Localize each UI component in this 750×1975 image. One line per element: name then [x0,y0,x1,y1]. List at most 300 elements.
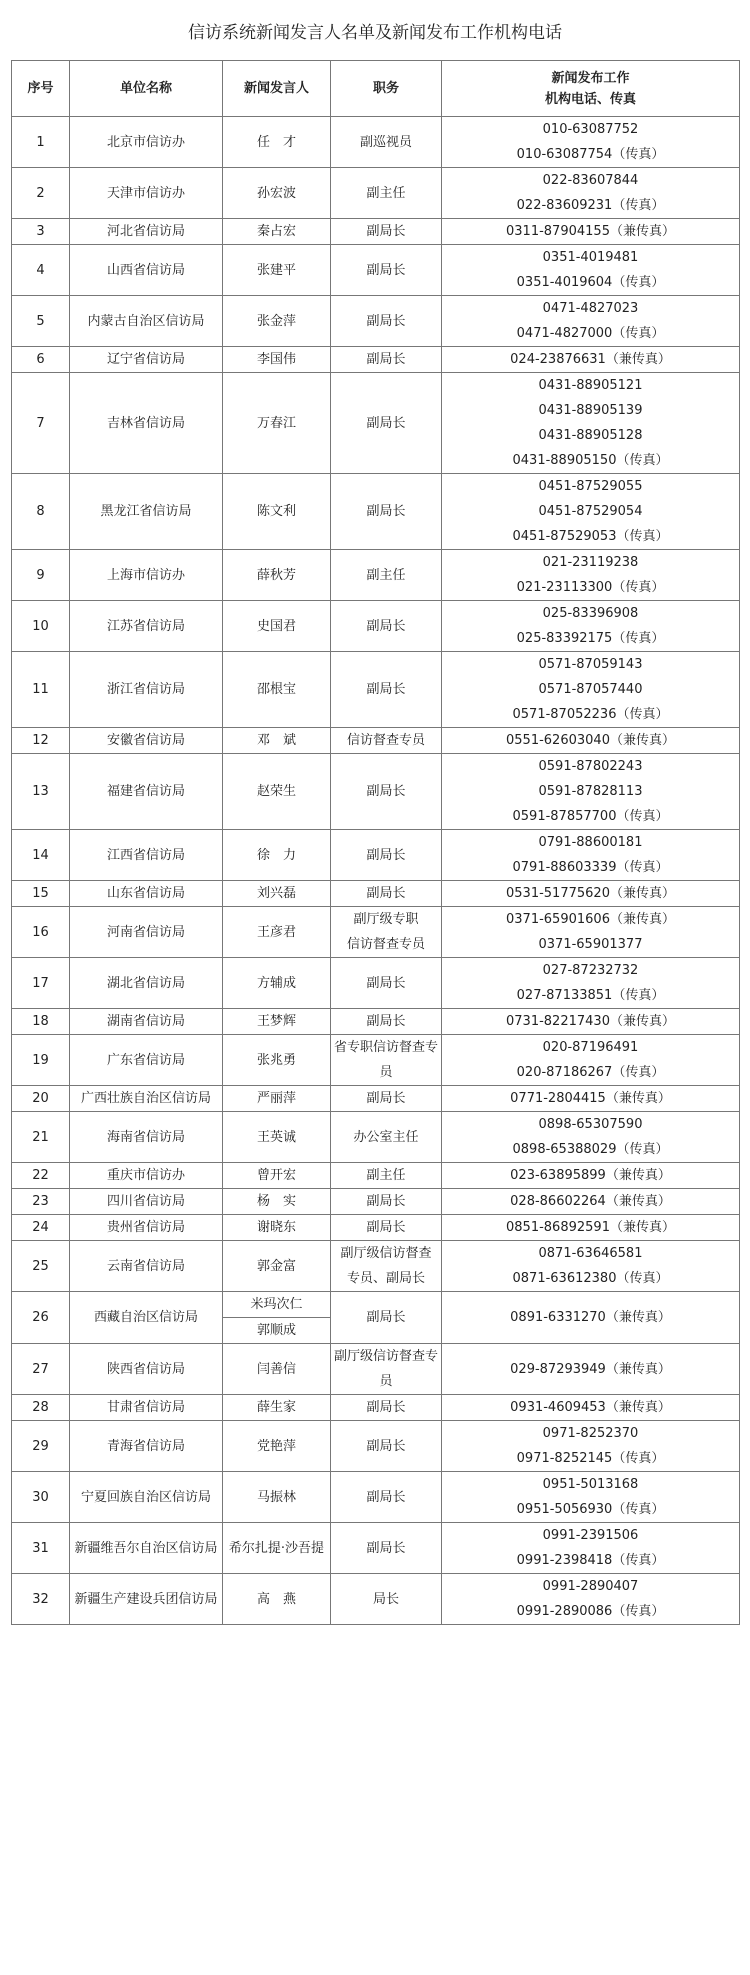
position-line: 副主任 [366,567,406,583]
phone-line: 0431-88905150（传真） [512,453,669,468]
position-line: 副局长 [366,262,406,278]
unit-name: 山西省信访局 [70,245,223,296]
phone-line: 0991-2398418（传真） [516,1553,665,1568]
spokesperson-cell [223,1009,331,1035]
position-cell [331,1009,442,1035]
position-cell [331,245,442,296]
spokesperson-name: 邵根宝 [256,682,296,697]
unit-name: 湖南省信访局 [70,1009,223,1035]
spokesperson-name: 严丽萍 [256,1091,296,1106]
row-number: 24 [12,1215,70,1241]
phone-line: 0371-65901606（兼传真） [506,912,675,927]
table-body [12,117,740,1625]
phone-line: 0371-65901377 [538,937,643,952]
position-line: 副局长 [366,1091,406,1106]
phone-line: 021-23113300（传真） [516,580,665,595]
row-number: 9 [12,550,70,601]
phone-line: 027-87232732 [542,963,639,978]
row-number: 25 [12,1241,70,1292]
unit-name: 安徽省信访局 [70,728,223,754]
position-line: 办公室主任 [353,1129,419,1145]
spokesperson-cell [223,168,331,219]
unit-name: 新疆维吾尔自治区信访局 [70,1523,223,1574]
row-number: 22 [12,1163,70,1189]
row-number: 8 [12,474,70,550]
phone-line: 0731-82217430（兼传真） [506,1014,675,1029]
unit-name: 西藏自治区信访局 [70,1292,223,1344]
phone-line: 010-63087754（传真） [516,147,665,162]
spokesperson-cell [223,550,331,601]
phone-line: 0571-87057440 [538,682,643,697]
position-cell [331,1163,442,1189]
position-cell [331,296,442,347]
position-cell [331,347,442,373]
position-line: 副巡视员 [359,134,412,150]
header-unit: 单位名称 [70,61,223,117]
phone-line: 0471-4827023 [542,301,639,316]
spokesperson-name: 闫善信 [256,1361,296,1377]
phone-line: 0871-63646581 [538,1246,643,1261]
spokesperson-cell [223,1215,331,1241]
table-row [12,117,740,168]
header-contact [442,61,740,117]
table-row [12,958,740,1009]
position-line: 副局长 [366,504,406,519]
table-header-row [12,61,740,117]
spokesperson-name: 王彦君 [256,924,296,940]
spokesperson-cell [223,652,331,728]
phone-line: 0851-86892591（兼传真） [506,1220,675,1235]
spokesperson-cell [223,296,331,347]
position-line: 副厅级信访督查专员 [333,1349,438,1389]
row-number: 29 [12,1421,70,1472]
phone-line: 022-83607844 [542,173,639,188]
spokesperson-cell [223,754,331,830]
position-cell [331,907,442,958]
phone-line: 028-86602264（兼传真） [510,1194,671,1209]
unit-name: 北京市信访办 [70,117,223,168]
phone-line: 0991-2890407 [542,1579,639,1594]
spokesperson-cell [223,958,331,1009]
position-cell [331,1215,442,1241]
row-number: 16 [12,907,70,958]
phone-line: 029-87293949（兼传真） [510,1361,671,1377]
row-number: 7 [12,373,70,474]
phone-cell [442,1086,740,1112]
table-row [12,1292,740,1344]
phone-line: 0431-88905128 [538,428,643,443]
phone-line: 027-87133851（传真） [516,988,665,1003]
phone-line: 0891-6331270（兼传真） [510,1310,671,1325]
spokesperson-cell [223,1574,331,1625]
phone-cell [442,1574,740,1625]
phone-cell [442,1395,740,1421]
position-line: 省专职信访督查专员 [333,1040,438,1080]
spokesperson-cell [223,1241,331,1292]
phone-cell [442,168,740,219]
unit-name: 宁夏回族自治区信访局 [70,1472,223,1523]
table-row [12,728,740,754]
table-row [12,245,740,296]
phone-line: 023-63895899（兼传真） [510,1168,671,1183]
phone-cell [442,907,740,958]
position-cell [331,652,442,728]
position-cell [331,1472,442,1523]
phone-line: 0431-88905121 [538,378,643,393]
table-row [12,1112,740,1163]
unit-name: 天津市信访办 [70,168,223,219]
position-cell [331,1292,442,1344]
header-position: 职务 [331,61,442,117]
position-line: 副局长 [366,1014,406,1029]
position-line: 副局长 [366,1438,406,1454]
row-number: 18 [12,1009,70,1035]
phone-line: 0311-87904155（兼传真） [506,224,675,239]
phone-cell [442,1112,740,1163]
unit-name: 吉林省信访局 [70,373,223,474]
phone-line: 0591-87828113 [538,784,643,799]
table-row [12,168,740,219]
position-cell [331,1395,442,1421]
row-number: 20 [12,1086,70,1112]
unit-name: 内蒙古自治区信访局 [70,296,223,347]
phone-line: 025-83396908 [542,606,639,621]
phone-cell [442,652,740,728]
position-cell [331,881,442,907]
phone-line: 0771-2804415（兼传真） [510,1091,671,1106]
spokesperson-cell [223,219,331,245]
phone-cell [442,347,740,373]
phone-line: 0551-62603040（兼传真） [506,733,675,748]
row-number: 1 [12,117,70,168]
table-row [12,373,740,474]
position-cell [331,168,442,219]
page-title: 信访系统新闻发言人名单及新闻发布工作机构电话 [188,23,562,43]
phone-cell [442,245,740,296]
row-number: 31 [12,1523,70,1574]
spokesperson-name: 郭顺成 [256,1323,296,1338]
position-line: 副局长 [366,1220,406,1235]
phone-cell [442,728,740,754]
spokesperson-cell [223,1086,331,1112]
position-line: 副厅级专职 [353,912,419,927]
position-line: 副局长 [366,784,406,799]
phone-line: 0951-5056930（传真） [516,1502,665,1517]
phone-line: 020-87196491 [542,1040,639,1055]
unit-name: 江西省信访局 [70,830,223,881]
phone-cell [442,296,740,347]
header-contact-line1: 新闻发布工作 [551,70,630,86]
position-cell [331,373,442,474]
position-line: 副局长 [366,1310,406,1325]
unit-name: 甘肃省信访局 [70,1395,223,1421]
row-number: 30 [12,1472,70,1523]
phone-line: 021-23119238 [542,555,639,570]
phone-cell [442,474,740,550]
row-number: 27 [12,1344,70,1395]
table-row [12,754,740,830]
table-row [12,474,740,550]
row-number: 6 [12,347,70,373]
phone-line: 0951-5013168 [542,1477,639,1492]
position-cell [331,474,442,550]
phone-cell [442,1421,740,1472]
phone-line: 0898-65307590 [538,1117,643,1132]
row-number: 4 [12,245,70,296]
position-cell [331,1112,442,1163]
position-cell [331,219,442,245]
position-line: 专员、副局长 [346,1271,425,1286]
position-line: 副局长 [366,1540,406,1556]
spokesperson-name: 希尔扎提·沙吾提 [228,1540,325,1556]
spokesperson-cell [223,728,331,754]
table-row [12,1215,740,1241]
position-cell [331,728,442,754]
position-line: 副局长 [366,1400,406,1415]
unit-name: 山东省信访局 [70,881,223,907]
spokesperson-cell [223,1523,331,1574]
phone-line: 020-87186267（传真） [516,1065,665,1080]
phone-cell [442,754,740,830]
phone-line: 0351-4019481 [542,250,639,265]
table-row [12,1395,740,1421]
spokesperson-cell [223,601,331,652]
header-contact-line2: 机构电话、传真 [544,91,636,107]
table-row [12,1035,740,1086]
phone-line: 0791-88600181 [538,835,643,850]
phone-line: 0451-87529054 [538,504,643,519]
spokesperson-name: 陈文利 [256,504,296,519]
position-cell [331,1421,442,1472]
phone-line: 0931-4609453（兼传真） [510,1400,671,1415]
table-row [12,1574,740,1625]
position-line: 副局长 [366,618,406,634]
unit-name: 河南省信访局 [70,907,223,958]
row-number: 13 [12,754,70,830]
phone-line: 0571-87059143 [538,657,643,672]
phone-line: 0451-87529053（传真） [512,529,669,544]
position-cell [331,1035,442,1086]
spokesperson-cell [223,830,331,881]
row-number: 32 [12,1574,70,1625]
spokesperson-name: 张建平 [256,262,296,278]
phone-line: 025-83392175（传真） [516,631,665,646]
phone-cell [442,1189,740,1215]
row-number: 12 [12,728,70,754]
position-cell [331,1189,442,1215]
spokesperson-cell [223,1292,331,1344]
spokesperson-name: 谢晓东 [256,1220,296,1235]
position-line: 副局长 [366,847,406,863]
row-number: 17 [12,958,70,1009]
table-row [12,347,740,373]
spokesperson-cell [223,1035,331,1086]
spokesperson-name: 万春江 [256,415,296,431]
table-row [12,1472,740,1523]
table-row [12,907,740,958]
phone-cell [442,1009,740,1035]
phone-line: 0971-8252145（传真） [516,1451,665,1466]
phone-cell [442,1241,740,1292]
phone-line: 0898-65388029（传真） [512,1142,669,1157]
table-row [12,1009,740,1035]
unit-name: 湖北省信访局 [70,958,223,1009]
position-cell [331,601,442,652]
position-line: 副局长 [366,224,406,239]
spokesperson-name: 秦占宏 [256,224,296,239]
spokesperson-cell [223,245,331,296]
spokesperson-name: 张金萍 [256,313,296,329]
phone-cell [442,958,740,1009]
position-cell [331,1344,442,1395]
phone-line: 0991-2890086（传真） [516,1604,665,1619]
table-row [12,881,740,907]
spokesperson-name: 王英诚 [256,1129,296,1145]
phone-line: 0991-2391506 [542,1528,639,1543]
unit-name: 云南省信访局 [70,1241,223,1292]
unit-name: 广西壮族自治区信访局 [70,1086,223,1112]
spokesperson-name: 方辅成 [256,975,296,991]
phone-cell [442,1292,740,1344]
spokesperson-name: 孙宏波 [256,185,296,201]
spokesperson-name: 马振林 [256,1489,296,1505]
phone-line: 0791-88603339（传真） [512,860,669,875]
table-row [12,652,740,728]
spokesperson-cell [223,1163,331,1189]
position-cell [331,1086,442,1112]
unit-name: 河北省信访局 [70,219,223,245]
position-line: 副局长 [366,682,406,697]
position-line: 信访督查专员 [346,937,425,952]
phone-line: 022-83609231（传真） [516,198,665,213]
phone-line: 0591-87802243 [538,759,643,774]
spokesperson-cell [223,347,331,373]
unit-name: 新疆生产建设兵团信访局 [70,1574,223,1625]
row-number: 5 [12,296,70,347]
phone-cell [442,550,740,601]
table-row [12,1344,740,1395]
table-row [12,830,740,881]
row-number: 14 [12,830,70,881]
row-number: 19 [12,1035,70,1086]
table-row [12,1086,740,1112]
row-number: 10 [12,601,70,652]
spokesperson-name: 薛生家 [256,1400,296,1415]
table-row [12,1523,740,1574]
row-number: 15 [12,881,70,907]
spokesperson-cell [223,1421,331,1472]
position-line: 副主任 [366,1168,406,1183]
position-line: 副局长 [366,975,406,991]
phone-cell [442,1523,740,1574]
table-row [12,1189,740,1215]
phone-cell [442,219,740,245]
phone-cell [442,373,740,474]
phone-cell [442,117,740,168]
unit-name: 贵州省信访局 [70,1215,223,1241]
spokesperson-name: 徐 力 [256,847,296,863]
spokesperson-cell [223,474,331,550]
spokesperson-cell [223,1344,331,1395]
phone-line: 0971-8252370 [542,1426,639,1441]
spokesperson-name: 杨 实 [256,1194,296,1209]
phone-cell [442,1163,740,1189]
unit-name: 广东省信访局 [70,1035,223,1086]
spokesperson-cell [223,1189,331,1215]
position-cell [331,754,442,830]
phone-line: 0591-87857700（传真） [512,809,669,824]
table-row [12,219,740,245]
unit-name: 青海省信访局 [70,1421,223,1472]
spokesperson-name: 高 燕 [256,1591,296,1607]
header-no: 序号 [12,61,70,117]
spokesperson-name: 张兆勇 [256,1052,296,1068]
phone-cell [442,1344,740,1395]
table-row [12,601,740,652]
table-row [12,1163,740,1189]
phone-line: 0531-51775620（兼传真） [506,886,675,901]
unit-name: 陕西省信访局 [70,1344,223,1395]
phone-cell [442,1035,740,1086]
position-cell [331,1523,442,1574]
phone-cell [442,601,740,652]
spokesperson-name: 王梦辉 [256,1014,296,1029]
spokesperson-cell [223,373,331,474]
table-row [12,1421,740,1472]
position-line: 副局长 [366,415,406,431]
phone-line: 010-63087752 [542,122,639,137]
row-number: 26 [12,1292,70,1344]
spokesperson-cell [223,907,331,958]
table-row [12,550,740,601]
position-line: 副厅级信访督查 [340,1246,432,1261]
spokesperson-name: 党艳萍 [256,1438,296,1454]
spokesperson-name: 曾开宏 [256,1168,296,1183]
phone-cell [442,1215,740,1241]
position-cell [331,1241,442,1292]
phone-line: 0871-63612380（传真） [512,1271,669,1286]
spokesperson-name: 赵荣生 [256,784,296,799]
row-number: 21 [12,1112,70,1163]
phone-line: 0431-88905139 [538,403,643,418]
position-line: 副局长 [366,1489,406,1505]
row-number: 28 [12,1395,70,1421]
spokesperson-name: 米玛次仁 [223,1292,330,1318]
position-line: 局长 [372,1591,399,1607]
spokesperson-name: 李国伟 [256,352,296,367]
unit-name: 辽宁省信访局 [70,347,223,373]
spokesperson-cell [223,1112,331,1163]
position-cell [331,1574,442,1625]
spokesperson-cell [223,117,331,168]
table-row [12,296,740,347]
unit-name: 浙江省信访局 [70,652,223,728]
phone-cell [442,830,740,881]
spokesperson-name: 刘兴磊 [256,886,296,901]
unit-name: 四川省信访局 [70,1189,223,1215]
row-number: 3 [12,219,70,245]
spokesperson-cell [223,1472,331,1523]
spokesperson-table [11,60,740,1625]
unit-name: 江苏省信访局 [70,601,223,652]
position-cell [331,550,442,601]
spokesperson-name: 史国君 [256,618,296,634]
row-number: 2 [12,168,70,219]
unit-name: 黑龙江省信访局 [70,474,223,550]
spokesperson-name: 邓 斌 [256,733,296,748]
unit-name: 福建省信访局 [70,754,223,830]
phone-line: 0451-87529055 [538,479,643,494]
